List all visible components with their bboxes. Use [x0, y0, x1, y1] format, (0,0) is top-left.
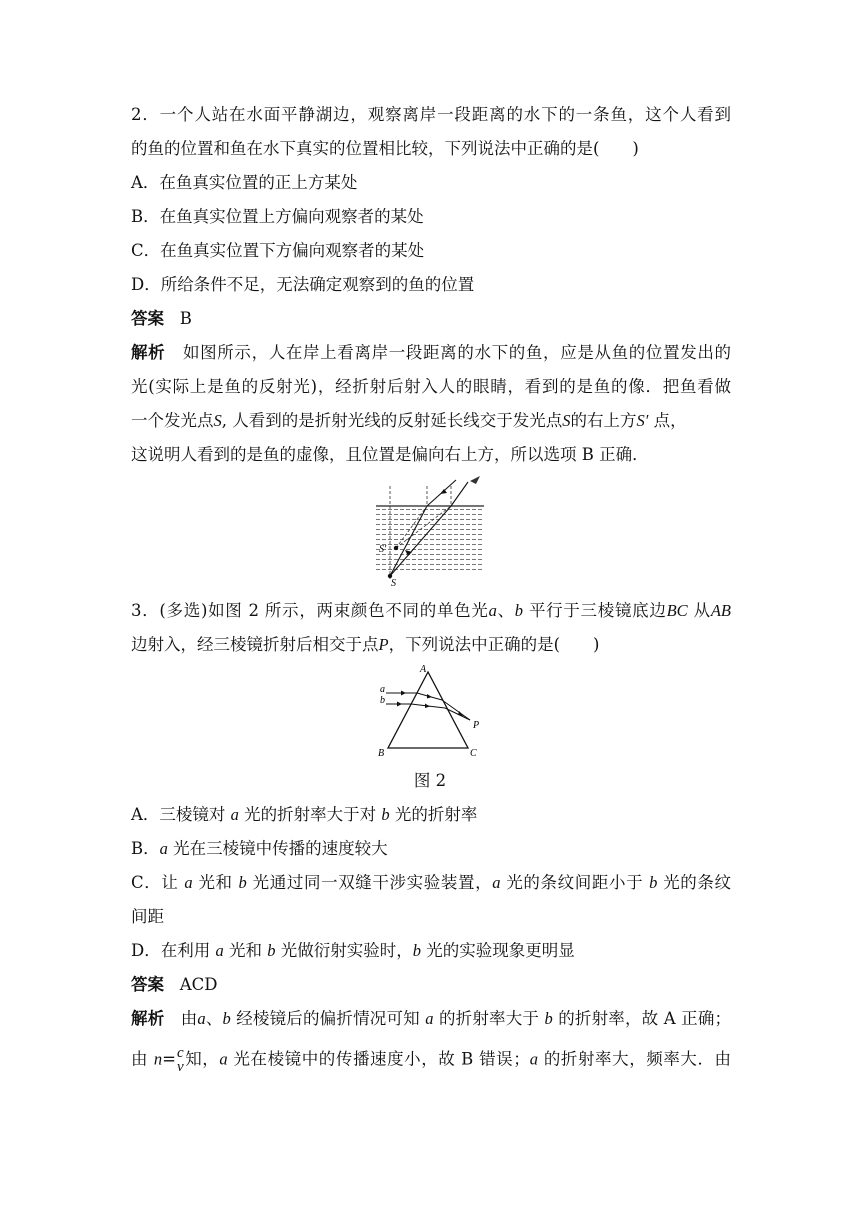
eye-icon	[470, 476, 480, 484]
label-P: P	[473, 720, 480, 731]
fish-refraction-figure	[370, 472, 490, 590]
symbol-b: b	[544, 1009, 553, 1028]
equals-sign: =	[162, 1049, 176, 1069]
arrow-icon	[401, 691, 406, 696]
q2-analysis-line2: 光(实际上是鱼的反射光)，经折射后射入人的眼睛，看到的是鱼的像．把鱼看做	[131, 377, 731, 396]
q2-answer	[131, 308, 192, 330]
option-text: A．三棱镜对	[131, 805, 226, 824]
stem-text: 边射入，经三棱镜折射后相交于点	[131, 635, 379, 654]
symbol-a: a	[159, 839, 168, 858]
label-s-prime: S′	[379, 544, 387, 555]
answer-value: ACD	[179, 975, 218, 994]
option-text: 光的折射率大于对	[244, 805, 377, 824]
option-text: D．在利用	[131, 941, 211, 960]
arrow-icon	[427, 694, 432, 699]
stem-text: 从	[693, 601, 711, 620]
q3-option-a	[131, 804, 477, 826]
symbol-b: b	[222, 1009, 231, 1028]
stem-text: ，下列说法中正确的是( )	[388, 635, 600, 654]
q3-option-b	[131, 838, 388, 860]
option-text: 光和	[228, 941, 262, 960]
symbol-a: a	[230, 805, 239, 824]
symbol-b: b	[649, 873, 658, 892]
q2-analysis-line3	[131, 410, 687, 432]
q3-option-d	[131, 940, 575, 962]
symbol-a: a	[215, 941, 224, 960]
arrow-icon	[458, 711, 464, 716]
fraction-c-over-v	[177, 1046, 184, 1074]
symbol-a: a	[529, 1049, 539, 1069]
stem-text: 平行于三棱镜底边	[528, 601, 667, 620]
option-text: 光通过同一双缝干涉实验装置，	[252, 873, 493, 892]
analysis-text: 点，	[653, 411, 687, 430]
analysis-text: , 人看到的是折射光线的反射延长线交于发光点	[221, 411, 563, 430]
q2-option-c: C．在鱼真实位置下方偏向观察者的某处	[131, 241, 425, 260]
water-region	[376, 506, 484, 572]
prism-figure	[372, 662, 492, 758]
q3-option-c-line1	[131, 872, 731, 894]
q2-option-a: A．在鱼真实位置的正上方某处	[131, 173, 358, 192]
answer-value: B	[179, 309, 192, 328]
q3-stem-line1	[131, 600, 731, 622]
analysis-text: 一个发光点	[131, 411, 214, 430]
symbol-a: a	[492, 873, 501, 892]
q3-stem-line2	[131, 634, 599, 656]
arrow-icon	[440, 489, 447, 494]
option-text: 光的折射率	[394, 805, 478, 824]
q3-analysis-line2	[131, 1046, 731, 1074]
option-text: B．	[131, 839, 160, 858]
symbol-s-prime: S′	[636, 411, 649, 430]
analysis-text: 由	[131, 1049, 149, 1069]
analysis-text: 知，	[184, 1049, 220, 1069]
ray-b	[445, 708, 470, 720]
label-a: a	[380, 684, 385, 695]
figure-caption: 图 2	[413, 771, 447, 790]
analysis-label: 解析	[131, 1009, 165, 1028]
option-text: 光在三棱镜中传播的速度较大	[173, 839, 388, 858]
option-text: 光的条纹	[663, 873, 732, 892]
q2-analysis-line4: 这说明人看到的是鱼的虚像，且位置是偏向右上方，所以选项 B 正确．	[131, 445, 649, 464]
image-point-s-prime	[394, 546, 398, 550]
analysis-text: 的折射率大于	[438, 1009, 540, 1028]
symbol-b: b	[412, 941, 421, 960]
analysis-text: 如图所示，人在岸上看离岸一段距离的水下的鱼，应是从鱼的位置发出的	[182, 343, 732, 362]
label-B: B	[378, 748, 385, 758]
symbol-n: n	[153, 1049, 163, 1069]
symbol-b: b	[381, 805, 390, 824]
analysis-label: 解析	[131, 343, 166, 362]
answer-label: 答案	[131, 975, 164, 994]
answer-label: 答案	[131, 309, 164, 328]
analysis-text: 的折射率，故 A 正确；	[558, 1009, 732, 1028]
symbol-b: b	[267, 941, 276, 960]
label-s: S	[391, 578, 396, 589]
q3-answer	[131, 974, 218, 996]
option-text: 光和	[198, 873, 233, 892]
label-b: b	[380, 695, 385, 706]
analysis-text: 的右上方	[570, 411, 637, 430]
stem-text: 3．(多选)如图 2 所示，两束颜色不同的单色光	[131, 601, 489, 620]
symbol-a: a	[425, 1009, 434, 1028]
symbol-b: b	[514, 601, 523, 620]
q2-option-b: B．在鱼真实位置上方偏向观察者的某处	[131, 207, 424, 226]
numerator-c: c	[176, 1045, 184, 1061]
analysis-text: 经棱镜后的偏折情况可知	[236, 1009, 420, 1028]
symbol-ab: AB	[710, 601, 732, 620]
ray-line	[451, 482, 468, 506]
analysis-text: 由	[180, 1009, 198, 1028]
symbol-a: a	[197, 1009, 206, 1028]
q3-option-c-line2: 间距	[131, 907, 164, 926]
q2-stem-line2: 的鱼的位置和鱼在水下真实的位置相比较，下列说法中正确的是( )	[131, 139, 639, 158]
symbol-s: S	[562, 411, 571, 430]
option-text: 光做衍射实验时，	[280, 941, 413, 960]
option-text: 光的条纹间距小于	[506, 873, 644, 892]
q2-option-d: D．所给条件不足，无法确定观察到的鱼的位置	[131, 275, 475, 294]
symbol-a: a	[184, 873, 193, 892]
label-A: A	[420, 664, 427, 675]
q2-analysis-line1	[131, 342, 731, 364]
q2-stem-line1: 2．一个人站在水面平静湖边，观察离岸一段距离的水下的一条鱼，这个人看到	[131, 105, 731, 124]
ray-a	[442, 700, 470, 720]
symbol-s: S	[213, 411, 222, 430]
q3-analysis-line1	[131, 1008, 731, 1030]
stem-text: 、	[496, 601, 515, 620]
symbol-a: a	[488, 601, 497, 620]
symbol-a: a	[219, 1049, 228, 1069]
arrow-icon	[397, 702, 402, 707]
analysis-text: 的折射率大，频率大．由	[543, 1049, 732, 1069]
symbol-bc: BC	[666, 601, 688, 620]
symbol-p: P	[378, 635, 389, 654]
option-text: 光的实验现象更明显	[426, 941, 575, 960]
label-C: C	[470, 748, 477, 758]
denominator-v: v	[176, 1059, 184, 1075]
option-text: C．让	[131, 873, 179, 892]
symbol-b: b	[238, 873, 247, 892]
analysis-text: 、	[205, 1009, 223, 1028]
analysis-text: 光在棱镜中的传播速度小，故 B 错误；	[233, 1049, 530, 1069]
